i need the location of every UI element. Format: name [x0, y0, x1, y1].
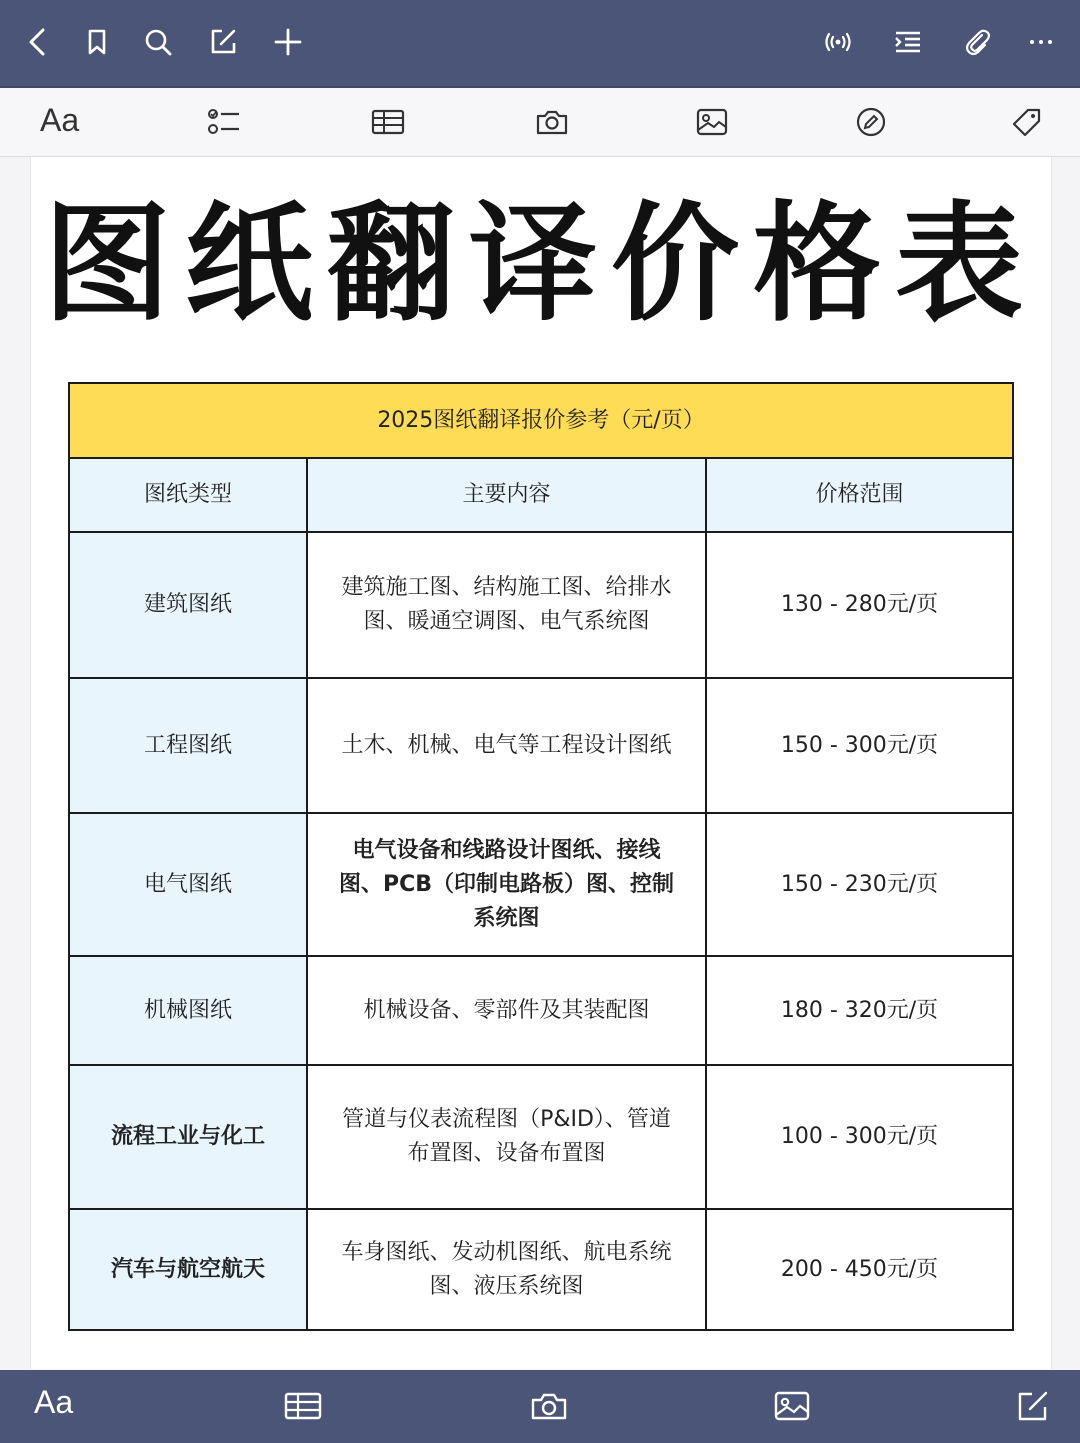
header-price: 价格范围: [706, 458, 1013, 532]
image-icon[interactable]: [770, 1386, 814, 1426]
attachment-icon[interactable]: [957, 22, 997, 62]
content-cell: 土木、机械、电气等工程设计图纸: [307, 678, 706, 813]
table-row: [69, 678, 1013, 813]
format-text-button[interactable]: Aa: [40, 102, 80, 138]
search-icon[interactable]: [138, 22, 178, 62]
header-content: 主要内容: [307, 458, 706, 532]
type-cell: 电气图纸: [69, 813, 307, 956]
format-toolbar: [0, 88, 1080, 157]
type-cell: 工程图纸: [69, 678, 307, 813]
camera-icon[interactable]: [530, 104, 574, 140]
price-cell: 150 - 230元/页: [706, 813, 1013, 956]
camera-icon[interactable]: [527, 1386, 571, 1426]
type-cell: 汽车与航空航天: [69, 1209, 307, 1330]
edit-icon[interactable]: [203, 22, 243, 62]
table-row: [69, 1209, 1013, 1330]
price-table: [68, 382, 1014, 1331]
type-cell: 机械图纸: [69, 956, 307, 1065]
table-row: [69, 532, 1013, 678]
price-cell: 100 - 300元/页: [706, 1065, 1013, 1209]
add-icon[interactable]: [268, 22, 308, 62]
content-cell: 车身图纸、发动机图纸、航电系统图、液压系统图: [307, 1209, 706, 1330]
header-type: 图纸类型: [69, 458, 307, 532]
type-cell: 建筑图纸: [69, 532, 307, 678]
type-cell: 流程工业与化工: [69, 1065, 307, 1209]
top-navigation-bar: [0, 0, 1080, 88]
price-cell: 180 - 320元/页: [706, 956, 1013, 1065]
pen-icon[interactable]: [849, 104, 893, 140]
table-row: [69, 813, 1013, 956]
checklist-icon[interactable]: [202, 104, 246, 140]
table-icon[interactable]: [366, 104, 410, 140]
table-icon[interactable]: [281, 1386, 325, 1426]
bottom-toolbar: [0, 1370, 1080, 1443]
broadcast-icon[interactable]: [818, 22, 858, 62]
format-text-button[interactable]: Aa: [34, 1384, 74, 1420]
table-caption: 2025图纸翻译报价参考（元/页）: [69, 383, 1013, 458]
more-icon[interactable]: [1021, 22, 1061, 62]
price-cell: 200 - 450元/页: [706, 1209, 1013, 1330]
price-cell: 150 - 300元/页: [706, 678, 1013, 813]
price-cell: 130 - 280元/页: [706, 532, 1013, 678]
content-cell: 机械设备、零部件及其装配图: [307, 956, 706, 1065]
note-title: 图纸翻译价格表: [42, 190, 1037, 339]
table-row: [69, 1065, 1013, 1209]
content-cell: 管道与仪表流程图（P&ID）、管道布置图、设备布置图: [307, 1065, 706, 1209]
outline-icon[interactable]: [888, 22, 928, 62]
back-icon[interactable]: [18, 22, 58, 62]
table-row: [69, 956, 1013, 1065]
bookmark-icon[interactable]: [77, 22, 117, 62]
tag-icon[interactable]: [1005, 104, 1049, 140]
content-cell: 建筑施工图、结构施工图、给排水图、暖通空调图、电气系统图: [307, 532, 706, 678]
image-icon[interactable]: [690, 104, 734, 140]
content-cell: 电气设备和线路设计图纸、接线图、PCB（印制电路板）图、控制系统图: [307, 813, 706, 956]
compose-icon[interactable]: [1011, 1386, 1055, 1426]
